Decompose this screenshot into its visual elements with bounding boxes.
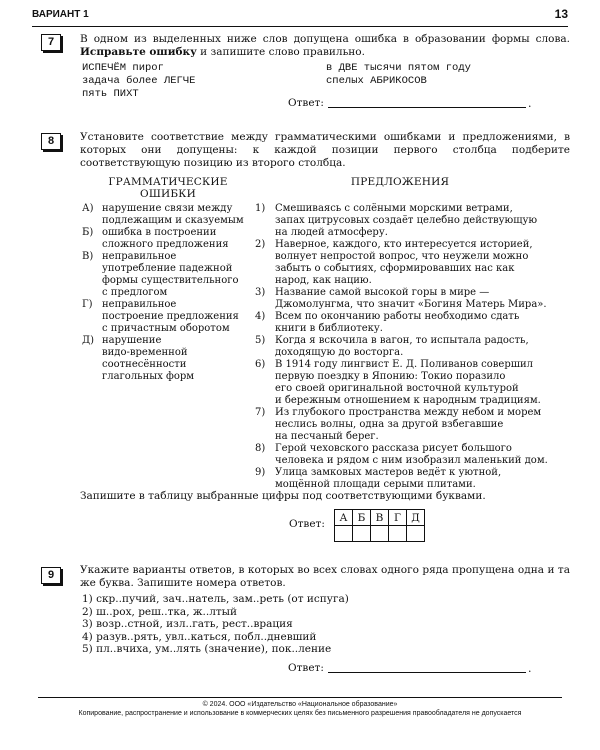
task-7-answer-field[interactable] [328,106,526,108]
task-8-intro: Установите соответствие между грамматическими ошибками и предложениями, в которых они допущены: к каждой позиции первого столбца подберите соответствующую позицию из второго столбца. [80,131,570,169]
sentence-item-text [275,239,533,287]
error-item-line: неправильное [102,251,177,262]
error-item-text [102,251,238,299]
sentences-column-header: ПРЕДЛОЖЕНИЯ [350,176,450,188]
error-item-line: с причастным оборотом [102,323,230,334]
page-number: 13 [554,7,568,21]
sentence-item-text [275,467,501,491]
option-item: 4) разув..рять, увл..каться, побл..дневший [82,630,317,643]
task-7-word-1: ИСПЕЧЁМ пирог [82,62,164,74]
footer-divider [38,697,562,698]
task-7-number: 7 [41,34,61,51]
task-7-intro-bold: Исправьте ошибку [80,46,197,58]
answer-table-letters [335,510,425,526]
error-item-line: нарушение [102,335,162,346]
sentence-item-text [275,335,529,359]
sentence-item-label: 5) [255,335,266,346]
task-7-intro-rest: и запишите слово правильно. [196,46,365,58]
error-item-text [102,203,244,227]
task-8-answer-table [334,509,425,542]
answer-table-letter: Г [389,510,407,526]
task-8-answer-label: Ответ: [289,518,325,530]
sentence-item-line: запах цитрусовых создаёт целебно действующую [275,215,538,226]
sentence-item-line: забыть о событиях, сформировавших нас как [275,263,515,274]
sentence-item-line: В 1914 году лингвист Е. Д. Поливанов совершил [275,359,534,370]
error-item-line: видо-временной [102,347,188,358]
sentence-item-label: 4) [255,311,266,322]
sentence-item-text [275,287,547,311]
sentence-item-line: Джомолунгма, что значит «Богиня Матерь Мира». [275,299,547,310]
sentence-item-line: волнует непростой вопрос, что неужели можно [275,251,529,262]
sentence-item-label: 6) [255,359,266,370]
sentence-item-label: 8) [255,443,266,454]
answer-cell[interactable] [407,526,425,542]
sentence-item-line: Герой чеховского рассказа рисует большого [275,443,512,454]
task-9-answer-dot: . [528,662,532,675]
task-7-word-2: задача более ЛЕГЧЕ [82,75,196,87]
error-item-line: соотнесённости [102,359,187,370]
sentence-item-line: его своей оригинальной восточной культурой [275,383,519,394]
answer-cell[interactable] [353,526,371,542]
sentence-item-label: 3) [255,287,266,298]
error-item-text [102,335,194,383]
sentence-item-text [275,311,519,335]
sentence-item-line: на людей атмосферу. [275,227,388,238]
task-7-answer-dot: . [528,97,532,110]
task-9-intro: Укажите варианты ответов, в которых во всех словах одного ряда пропущена одна и та же буква. Запишите номера ответов. [80,564,570,589]
answer-table-letter: Д [407,510,425,526]
sentence-item-line: Из глубокого пространства между небом и морем [275,407,542,418]
answer-table-letter: А [335,510,353,526]
sentence-item-text [275,407,541,443]
variant-label: ВАРИАНТ 1 [32,9,89,20]
error-item-line: употребление падежной [102,263,233,274]
sentence-item-line: первую поездку в Японию: Токио поразило [275,371,506,382]
sentence-item-line: и бережным отношением к народным традициям. [275,395,541,406]
sentence-item-text [275,359,541,407]
sentence-item-line: Наверное, каждого, кто интересуется историей, [275,239,533,250]
sentence-item-line: на песчаный берег. [275,431,379,442]
sentence-item-line: человека и рядом с ним изобразил маленький дом. [275,455,548,466]
option-item: 2) ш..рох, реш..тка, ж..лтый [82,605,238,618]
task-7-answer-label: Ответ: [288,97,324,109]
option-item: 5) пл..вчиха, ум..лять (значение), пок..ление [82,643,332,655]
sentence-item-label: 9) [255,467,266,478]
footer-copyright: © 2024. ООО «Издательство «Национальное образование» [202,701,398,708]
task-7-word-5: спелых АБРИКОСОВ [326,75,427,87]
error-item-line: сложного предложения [102,239,229,250]
sentence-item-line: Название самой высокой горы в мире — [275,287,490,298]
task-9-answer-label: Ответ: [288,662,324,674]
error-item-text [102,227,229,251]
task-9-answer-field[interactable] [328,671,526,673]
error-item-label: В) [82,251,94,262]
error-item-text [102,299,239,335]
sentence-item-line: мощённой площади серыми плитами. [275,479,476,490]
sentence-item-line: Улица замковых мастеров ведёт к уютной, [275,467,502,478]
error-item-line: подлежащим и сказуемым [102,215,244,226]
errors-column-header [88,176,248,200]
error-item-label: А) [82,203,94,214]
error-item-label: Б) [82,227,94,238]
page-header [32,6,568,27]
answer-table-letter: Б [353,510,371,526]
answer-table-letter: В [371,510,389,526]
sentence-item-line: доходящую до восторга. [275,347,404,358]
option-item: 3) возр..стной, изл..гать, рест..врация [82,618,293,630]
sentence-item-line: Смешиваясь с солёными морскими ветрами, [275,203,513,214]
error-item-label: Д) [82,335,95,346]
sentence-item-label: 7) [255,407,266,418]
error-item-line: с предлогом [102,287,168,298]
error-item-label: Г) [82,299,93,310]
error-item-line: неправильное [102,299,177,310]
error-item-line: ошибка в построении [102,227,217,238]
error-item-line: формы существительного [102,275,239,286]
answer-cell[interactable] [371,526,389,542]
task-7-intro [80,33,570,59]
sentence-item-line: народ, как нацию. [275,275,372,286]
sentence-item-line: книги в библиотеку. [275,323,383,334]
task-7-intro-text: В одном из выделенных ниже слов допущена ошибка в образовании формы слова. [80,33,570,45]
errors-header-line-2: ОШИБКИ [140,188,196,200]
option-item: 1) скр..пучий, зач..натель, зам..реть (от испуга) [82,593,349,605]
answer-cell[interactable] [335,526,353,542]
task-7-word-4: в ДВЕ тысячи пятом году [326,62,471,74]
error-item-line: глагольных форм [102,371,195,382]
error-item-line: нарушение связи между [102,203,233,214]
footer-notice: Копирование, распространение и использование в коммерческих целях без письменного разрешения правообладателя не допускается [78,710,522,717]
task-9-options [82,593,542,656]
sentence-item-text [275,203,537,239]
sentence-item-line: Всем по окончанию работы необходимо сдать [275,311,520,322]
sentence-item-label: 2) [255,239,266,250]
sentence-item-line: неслись волны, одна за другой взбегавшие [275,419,504,430]
sentence-item-line: Когда я вскочила в вагон, то испытала радость, [275,335,529,346]
errors-header-line-1: ГРАММАТИЧЕСКИЕ [108,176,228,188]
task-8-number: 8 [41,133,61,150]
sentence-item-text [275,443,548,467]
error-item-line: построение предложения [102,311,239,322]
answer-table-inputs [335,526,425,542]
answer-cell[interactable] [389,526,407,542]
task-7-word-3: пять ПИХТ [82,88,139,100]
task-9-number: 9 [41,567,61,584]
task-8-table-instruction: Запишите в таблицу выбранные цифры под соответствующими буквами. [80,490,486,502]
sentence-item-label: 1) [255,203,266,214]
